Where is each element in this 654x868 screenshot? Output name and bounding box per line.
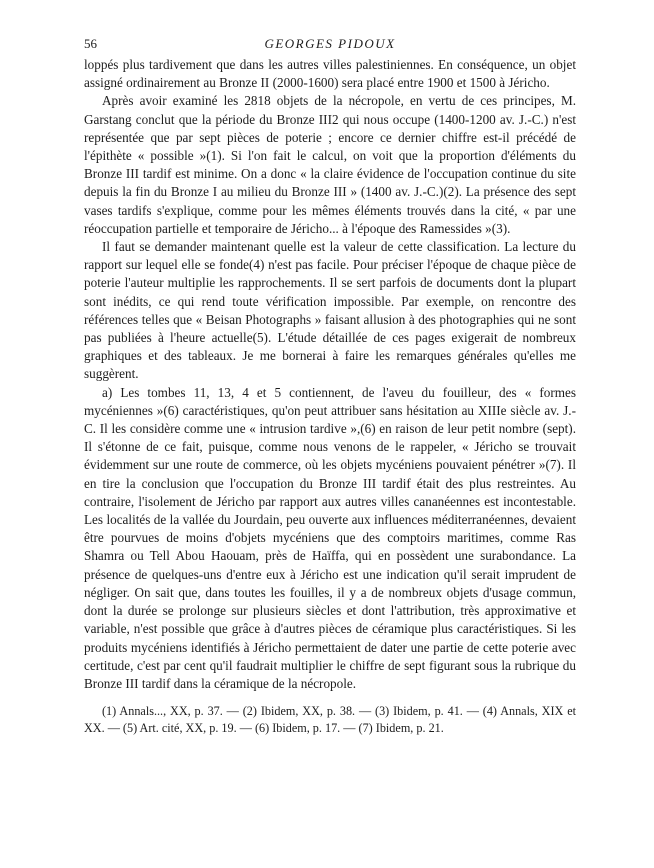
footnote-text: (1) Annals..., XX, p. 37. — (2) Ibidem, XX, p. 38. — (3) Ibidem, p. 41. — (4) Annals, XIX et XX. — (5) Art. cité, XX, p. 19. — (6) Ibidem, p. 17. — (7) Ibidem, p. 21. — [84, 704, 576, 736]
paragraph: loppés plus tardivement que dans les autres villes palestiniennes. En conséquence, un objet assigné ordinairement au Bronze II (2000-1600) sera placé entre 1900 et 1500 à Jéricho. — [84, 57, 576, 91]
document-page — [84, 30, 576, 737]
paragraph: a) Les tombes 11, 13, 4 et 5 contiennent, de l'aveu du fouilleur, des « formes mycéniennes »(6) caractéristiques, qu'on peut attribuer sans hésitation au XIIIe siècle av. J.-C. Il les considère comme une « intrusion tardive »,(6) en raison de leur petit nombre (sept). Il s'étonne de ce fait, puisque, comme nous venons de le rappeler, « Jéricho se trouvait évidemment sur une route de commerce, où les objets mycéniens pouvaient pénétrer »(7). Il en tire la conclusion que l'occupation du Bronze III tardif était des plus restreintes. Au contraire, l'isolement de Jéricho par rapport aux autres villes cananéennes est incontestable. Les localités de la vallée du Jourdain, peu ouverte aux influences méditerranéennes, devaient être pourvues de moins d'objets mycéniens que des comptoirs maritimes, comme Ras Shamra ou Tell Abou Haouam, près de Haïffa, qui en possèdent une surabondance. La présence de quelques-uns d'entre eux à Jéricho est une indication qu'il serait imprudent de négliger. On sait que, dans toutes les fouilles, il y a de nombreux objets d'usage commun, dont la durée se prolonge sur plusieurs siècles et dont l'attribution, très approximative et variable, n'est possible que grâce à d'autres pièces de céramique plus caractéristiques. Si les produits mycéniens identifiés à Jéricho permettaient de dater une partie de cette poterie avec certitude, c'est par cent qu'il faudrait multiplier le chiffre de sept figurant sous la rubrique du Bronze III tardif dans la céramique de la nécropole. — [84, 384, 576, 691]
page-header — [84, 30, 576, 56]
paragraph: Après avoir examiné les 2818 objets de la nécropole, en vertu de ces principes, M. Garstang conclut que la période du Bronze III2 qui nous occupe (1400-1200 av. J.-C.) n'est représentée que par sept pièces de poterie ; encore ce dernier chiffre est-il précédé de l'épithète « possible »(1). Si l'on fait le calcul, on voit que la proportion d'éléments du Bronze III tardif est minime. On a donc « la claire évidence de l'occupation continue du site depuis la fin du Bronze I au milieu du Bronze III » (1400 av. J.-C.)(2). La présence des sept vases tardifs s'explique, comme pour les mêmes éléments trouvés dans la cité, « par une réoccupation partielle et temporaire de Jéricho... à l'époque des Ramessides »(3). — [84, 93, 576, 236]
footnotes — [84, 703, 576, 737]
paragraph: Il faut se demander maintenant quelle est la valeur de cette classification. La lecture du rapport sur lequel elle se fonde(4) n'est pas facile. Pour préciser l'époque de chaque pièce de poterie l'auteur multiplie les rapprochements. Il se sert parfois de documents dont la plupart sont inédits, ce qui rend toute vérification impossible. Par exemple, on rencontre des références telles que « Beisan Photographs » faisant allusion à des photographies qui ne sont pas publiées à l'heure actuelle(5). L'étude détaillée de ces pages exigerait de nombreux graphiques et des tableaux. Je me bornerai à faire les remarques générales qu'elles me suggèrent. — [84, 239, 576, 382]
running-head: GEORGES PIDOUX — [264, 36, 396, 51]
body-text — [84, 56, 576, 693]
page-number: 56 — [84, 36, 97, 51]
